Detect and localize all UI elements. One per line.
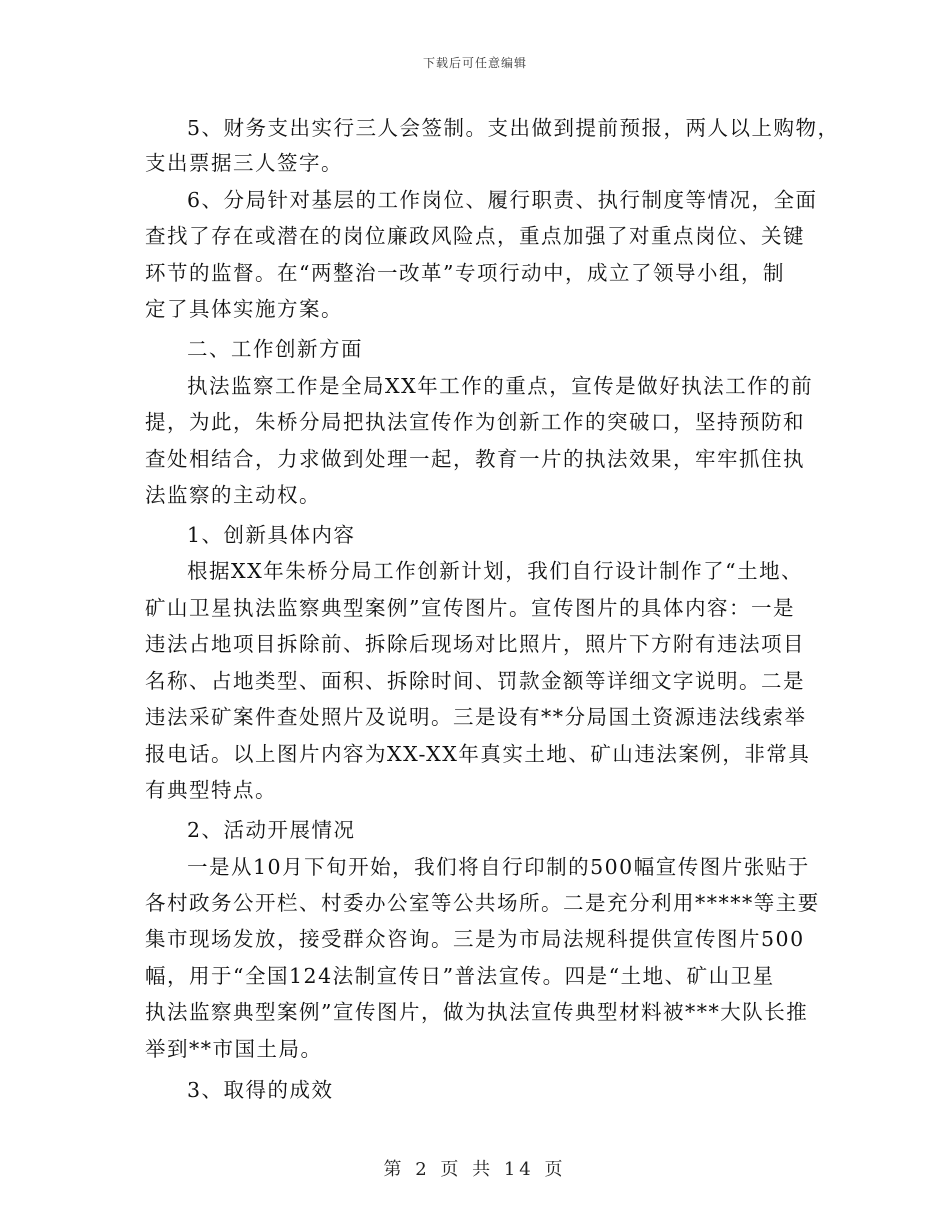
- subsection-heading: 1、创新具体内容: [187, 523, 356, 547]
- paragraph-line: 举到**市国土局。: [145, 1037, 323, 1061]
- paragraph-line: 幅，用于“全国124法制宣传日”普法宣传。四是“土地、矿山卫星: [145, 964, 775, 988]
- paragraph-line: 报电话。以上图片内容为XX-XX年真实土地、矿山违法案例，非常具: [145, 742, 811, 766]
- subsection-heading: 3、取得的成效: [187, 1078, 334, 1102]
- paragraph-line: 查处相结合，力求做到处理一起，教育一片的执法效果，牢牢抓住执: [145, 447, 805, 471]
- paragraph-line: 6、分局针对基层的工作岗位、履行职责、执行制度等情况，全面: [187, 188, 818, 212]
- paragraph-line: 根据XX年朱桥分局工作创新计划，我们自行设计制作了“土地、: [187, 559, 804, 583]
- paragraph-line: 一是从10月下旬开始，我们将自行印制的500幅宣传图片张贴于: [187, 855, 810, 879]
- paragraph-line: 执法监察典型案例”宣传图片，做为执法宣传典型材料被***大队长推: [145, 1000, 809, 1024]
- paragraph-line: 名称、占地类型、面积、拆除时间、罚款金额等详细文字说明。二是: [145, 669, 805, 693]
- paragraph-line: 集市现场发放，接受群众咨询。三是为市局法规科提供宣传图片500: [145, 927, 805, 951]
- paragraph-line: 提，为此，朱桥分局把执法宣传作为创新工作的突破口，坚持预防和: [145, 410, 805, 434]
- page-footer: 第 2 页 共 14 页: [383, 1159, 567, 1180]
- paragraph-line: 执法监察工作是全局XX年工作的重点，宣传是做好执法工作的前: [187, 374, 814, 398]
- paragraph-line: 支出票据三人签字。: [145, 151, 343, 175]
- paragraph-line: 有典型特点。: [145, 778, 277, 802]
- paragraph-line: 查找了存在或潜在的岗位廉政风险点，重点加强了对重点岗位、关键: [145, 224, 805, 248]
- paragraph-line: 环节的监督。在“两整治一改革”专项行动中，成立了领导小组，制: [145, 261, 785, 285]
- subsection-heading: 2、活动开展情况: [187, 818, 356, 842]
- paragraph-line: 违法采矿案件查处照片及说明。三是设有**分局国土资源违法线索举: [145, 705, 807, 729]
- paragraph-line: 法监察的主动权。: [145, 483, 321, 507]
- paragraph-line: 定了具体实施方案。: [145, 297, 343, 321]
- header-note: 下载后可任意编辑: [422, 56, 527, 70]
- section-heading: 二、工作创新方面: [187, 337, 363, 361]
- paragraph-line: 各村政务公开栏、村委办公室等公共场所。二是充分利用*****等主要: [145, 891, 820, 915]
- paragraph-line: 违法占地项目拆除前、拆除后现场对比照片，照片下方附有违法项目: [145, 632, 805, 656]
- paragraph-line: 5、财务支出实行三人会签制。支出做到提前预报，两人以上购物，: [187, 116, 840, 140]
- paragraph-line: 矿山卫星执法监察典型案例”宣传图片。宣传图片的具体内容：一是: [145, 596, 795, 620]
